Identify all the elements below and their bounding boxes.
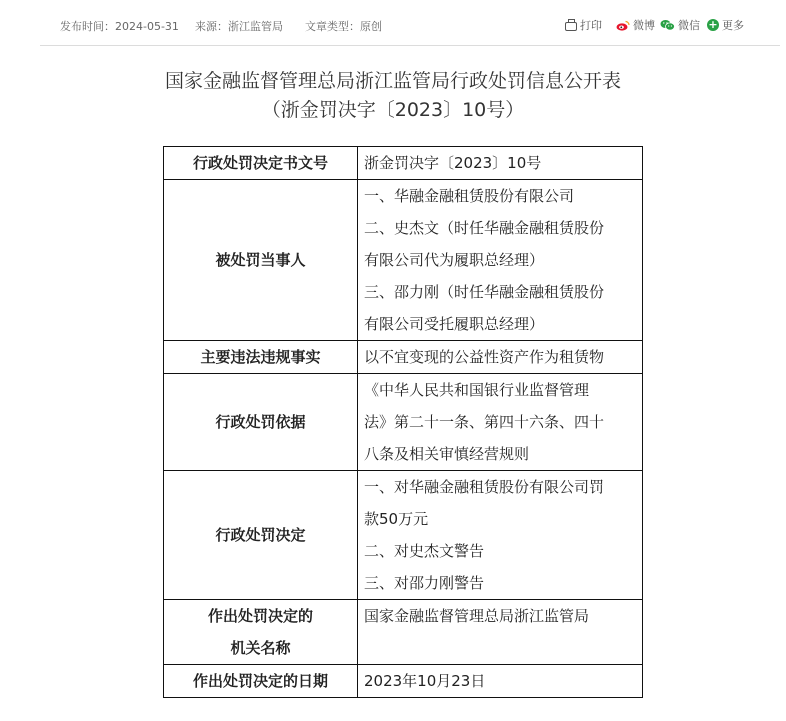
field-label-line: 行政处罚决定书文号 [192, 154, 328, 172]
field-label-line: 主要违法违规事实 [200, 348, 321, 366]
page-title: 国家金融监督管理总局浙江监管局行政处罚信息公开表 [164, 70, 621, 92]
field-label [164, 374, 358, 471]
wechat-share-button[interactable] [660, 17, 700, 33]
field-value [358, 665, 643, 698]
field-value-line: 法》第二十一条、第四十六条、四十 [364, 413, 605, 431]
article-meta-bar [40, 0, 780, 46]
weibo-icon [616, 20, 630, 31]
field-value-line: 有限公司受托履职总经理） [364, 315, 545, 333]
field-value-line: 以不宜变现的公益性资产作为租赁物 [364, 348, 605, 366]
field-label-line: 机关名称 [230, 639, 291, 657]
field-label-line: 作出处罚决定的 [207, 607, 313, 625]
penalty-info-table [163, 146, 643, 698]
violation-facts-row [164, 341, 643, 374]
penalty-decision-row [164, 471, 643, 600]
wechat-icon [660, 19, 675, 31]
print-button[interactable] [565, 17, 602, 33]
penalty-basis-row [164, 374, 643, 471]
field-value [358, 180, 643, 341]
more-share-button[interactable] [707, 17, 744, 33]
field-value-line: 2023年10月23日 [364, 672, 486, 690]
decision-date-row [164, 665, 643, 698]
field-label-line: 行政处罚决定 [215, 526, 306, 544]
article-source: 来源：浙江监管局 [195, 20, 283, 33]
field-label-line: 行政处罚依据 [215, 413, 306, 431]
field-label [164, 665, 358, 698]
decision-number-row [164, 147, 643, 180]
field-label [164, 180, 358, 341]
publish-date: 发布时间：2024-05-31 [60, 20, 179, 33]
plus-icon: + [708, 18, 718, 31]
weibo-label: 微博 [633, 19, 655, 32]
field-value-line: 二、对史杰文警告 [364, 542, 485, 560]
field-value-line: 三、邵力刚（时任华融金融租赁股份 [364, 283, 605, 301]
field-value [358, 471, 643, 600]
field-label-line: 被处罚当事人 [215, 251, 306, 269]
field-value-line: 《中华人民共和国银行业监督管理 [364, 381, 590, 399]
field-value-line: 三、对邵力刚警告 [364, 574, 485, 592]
field-value [358, 341, 643, 374]
field-value-line: 一、华融金融租赁股份有限公司 [364, 187, 575, 205]
field-value-line: 八条及相关审慎经营规则 [364, 445, 530, 463]
field-value-line: 二、史杰文（时任华融金融租赁股份 [364, 219, 605, 237]
field-label [164, 471, 358, 600]
wechat-label: 微信 [678, 19, 700, 32]
authority-row [164, 600, 643, 665]
field-label [164, 147, 358, 180]
field-label [164, 600, 358, 665]
field-value-line: 款50万元 [364, 510, 429, 528]
field-label-line: 作出处罚决定的日期 [192, 672, 328, 690]
field-value-line: 一、对华融金融租赁股份有限公司罚 [364, 478, 605, 496]
field-value-line: 国家金融监督管理总局浙江监管局 [364, 607, 590, 625]
weibo-share-button[interactable] [616, 17, 655, 33]
field-value [358, 374, 643, 471]
field-label [164, 341, 358, 374]
page-subtitle: （浙金罚决字〔2023〕10号） [261, 99, 525, 121]
article-type: 文章类型：原创 [305, 20, 382, 33]
field-value-line: 有限公司代为履职总经理） [364, 251, 545, 269]
field-value [358, 600, 643, 665]
field-value [358, 147, 643, 180]
printer-icon [565, 22, 577, 31]
print-label: 打印 [580, 19, 602, 32]
penalized-party-row [164, 180, 643, 341]
field-value-line: 浙金罚决字〔2023〕10号 [364, 154, 542, 172]
more-label: 更多 [722, 19, 744, 32]
